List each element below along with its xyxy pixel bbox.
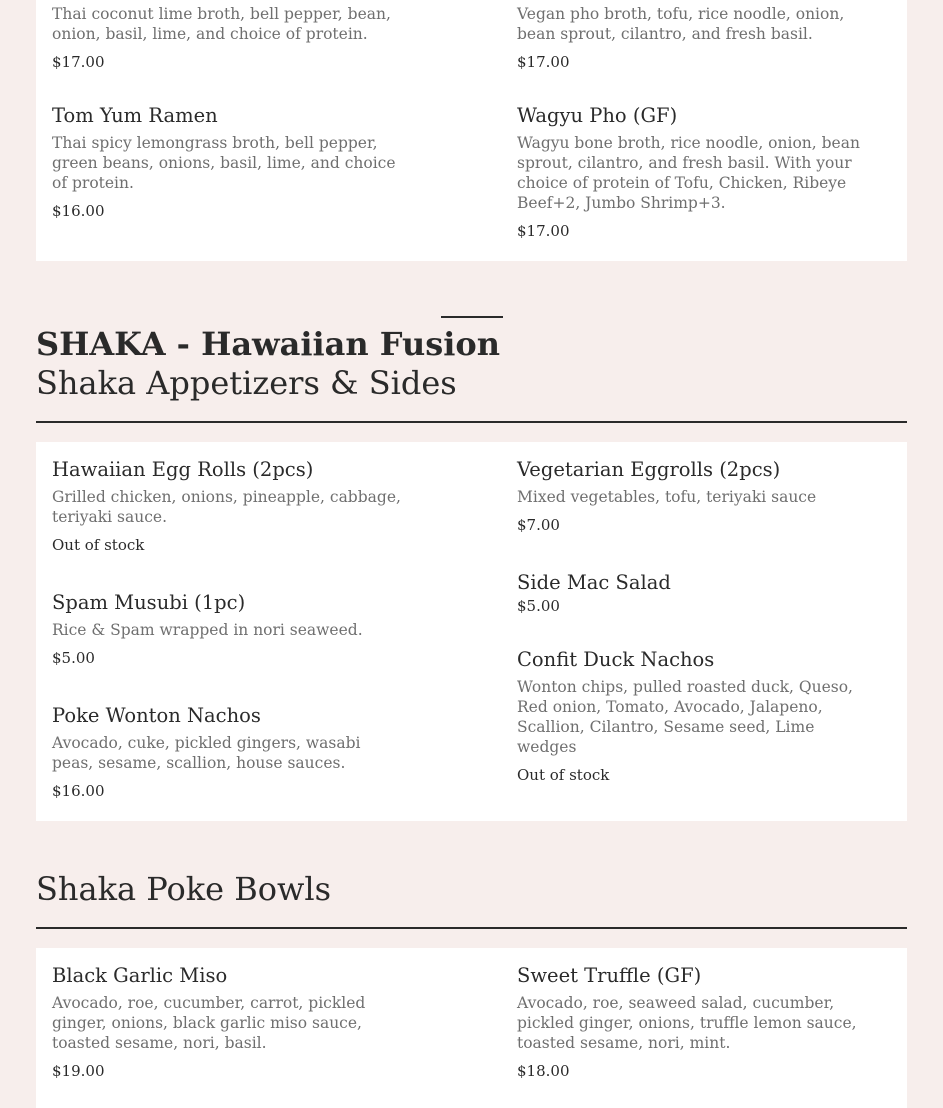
item-description: Avocado, roe, cucumber, carrot, pickled ginger, onions, black garlic miso sauce, toasted sesame, nori, basil. <box>52 994 366 1052</box>
menu-item[interactable] <box>517 457 867 535</box>
item-name: Black Garlic Miso <box>52 964 228 987</box>
item-name: Wagyu Pho (GF) <box>517 104 678 127</box>
menu-item[interactable] <box>517 4 867 72</box>
item-price: $5.00 <box>517 597 560 615</box>
item-name: Hawaiian Egg Rolls (2pcs) <box>52 458 314 481</box>
item-name: Spam Musubi (1pc) <box>52 591 246 614</box>
item-description: Vegan pho broth, tofu, rice noodle, onion, bean sprout, cilantro, and fresh basil. <box>517 5 845 43</box>
item-price: $17.00 <box>517 222 570 240</box>
menu-item[interactable] <box>517 647 867 785</box>
item-status-out-of-stock: Out of stock <box>52 536 145 554</box>
item-description: Avocado, roe, seaweed salad, cucumber, pickled ginger, onions, truffle lemon sauce, toasted sesame, nori, mint. <box>517 994 857 1052</box>
item-description: Grilled chicken, onions, pineapple, cabbage, teriyaki sauce. <box>52 488 401 526</box>
appetizers-menu-card <box>36 442 907 821</box>
menu-item[interactable] <box>517 570 867 616</box>
item-price: $5.00 <box>52 649 95 667</box>
item-price: $19.00 <box>52 1062 105 1080</box>
menu-item[interactable] <box>52 590 402 668</box>
poke-menu-card <box>36 948 907 1108</box>
menu-item[interactable] <box>52 4 402 72</box>
menu-item[interactable] <box>517 103 867 241</box>
section-title-poke-bowls: Shaka Poke Bowls <box>36 870 332 908</box>
item-status-out-of-stock: Out of stock <box>517 766 610 784</box>
item-price: $16.00 <box>52 782 105 800</box>
item-price: $17.00 <box>517 53 570 71</box>
menu-item[interactable] <box>52 703 402 801</box>
soup-menu-card <box>36 0 907 261</box>
item-description: Rice & Spam wrapped in nori seaweed. <box>52 621 363 639</box>
item-price: $7.00 <box>517 516 560 534</box>
item-name: Side Mac Salad <box>517 571 671 594</box>
item-name: Poke Wonton Nachos <box>52 704 261 727</box>
item-description: Wagyu bone broth, rice noodle, onion, bean sprout, cilantro, and fresh basil. With your choice of protein of Tofu, Chicken, Ribeye Beef+2, Jumbo Shrimp+3. <box>517 134 860 212</box>
menu-title: SHAKA - Hawaiian Fusion <box>36 325 500 363</box>
item-description: Wonton chips, pulled roasted duck, Queso, Red onion, Tomato, Avocado, Jalapeno, Scallion, Cilantro, Sesame seed, Lime wedges <box>517 678 853 756</box>
menu-item[interactable] <box>517 963 867 1081</box>
menu-item[interactable] <box>52 103 402 221</box>
section-rule <box>36 421 907 423</box>
menu-item[interactable] <box>52 963 402 1081</box>
item-name: Sweet Truffle (GF) <box>517 964 702 987</box>
item-name: Tom Yum Ramen <box>52 104 218 127</box>
item-description: Avocado, cuke, pickled gingers, wasabi peas, sesame, scallion, house sauces. <box>52 734 361 772</box>
item-description: Mixed vegetables, tofu, teriyaki sauce <box>517 488 817 506</box>
item-price: $17.00 <box>52 53 105 71</box>
menu-divider <box>441 316 503 318</box>
item-description: Thai coconut lime broth, bell pepper, bean, onion, basil, lime, and choice of protein. <box>52 5 391 43</box>
section-title-appetizers: Shaka Appetizers & Sides <box>36 364 457 402</box>
item-price: $16.00 <box>52 202 105 220</box>
item-name: Confit Duck Nachos <box>517 648 715 671</box>
item-name: Vegetarian Eggrolls (2pcs) <box>517 458 781 481</box>
menu-item[interactable] <box>52 457 402 555</box>
item-description: Thai spicy lemongrass broth, bell pepper, green beans, onions, basil, lime, and choice of protein. <box>52 134 396 192</box>
item-price: $18.00 <box>517 1062 570 1080</box>
section-rule <box>36 927 907 929</box>
